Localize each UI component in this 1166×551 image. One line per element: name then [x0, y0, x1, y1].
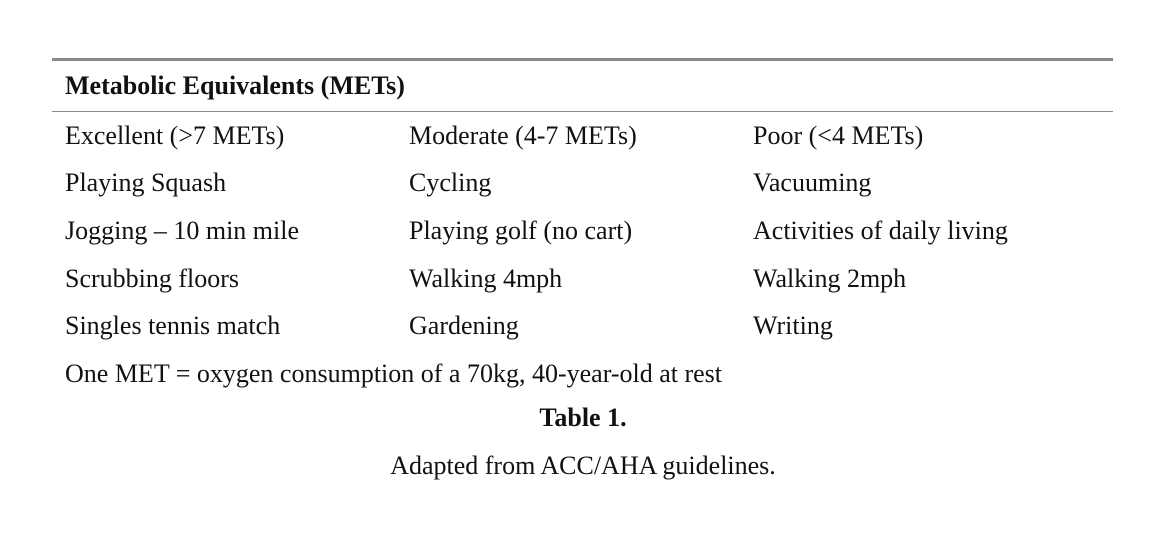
- table-title: Metabolic Equivalents (METs): [65, 71, 405, 100]
- table-row: [52, 255, 1113, 303]
- table-cell: Vacuuming: [753, 168, 872, 198]
- table-cell: Scrubbing floors: [65, 263, 240, 293]
- table-cell: Singles tennis match: [65, 311, 281, 341]
- table-footnote: One MET = oxygen consumption of a 70kg, 40-year-old at rest: [65, 358, 723, 388]
- table-row: [52, 160, 1113, 208]
- table-cell: Gardening: [409, 311, 519, 341]
- table-cell: Cycling: [409, 168, 492, 198]
- table-cell: Walking 2mph: [753, 263, 907, 293]
- header-poor: Poor (<4 METs): [753, 120, 924, 150]
- table-row: [52, 302, 1113, 350]
- table-cell: Walking 4mph: [409, 263, 563, 293]
- table-header-row: [52, 112, 1113, 160]
- table-cell: Writing: [753, 311, 833, 341]
- table-row: [52, 207, 1113, 255]
- table-caption-text: Adapted from ACC/AHA guidelines.: [390, 451, 776, 480]
- table-cell: Playing Squash: [65, 168, 227, 198]
- table-caption-label: Table 1.: [539, 403, 627, 432]
- table-cell: Playing golf (no cart): [409, 215, 633, 245]
- mets-table: [52, 58, 1113, 398]
- header-moderate: Moderate (4-7 METs): [409, 120, 637, 150]
- table-cell: Activities of daily living: [753, 215, 1008, 245]
- table-cell: Jogging – 10 min mile: [65, 215, 299, 245]
- header-excellent: Excellent (>7 METs): [65, 120, 285, 150]
